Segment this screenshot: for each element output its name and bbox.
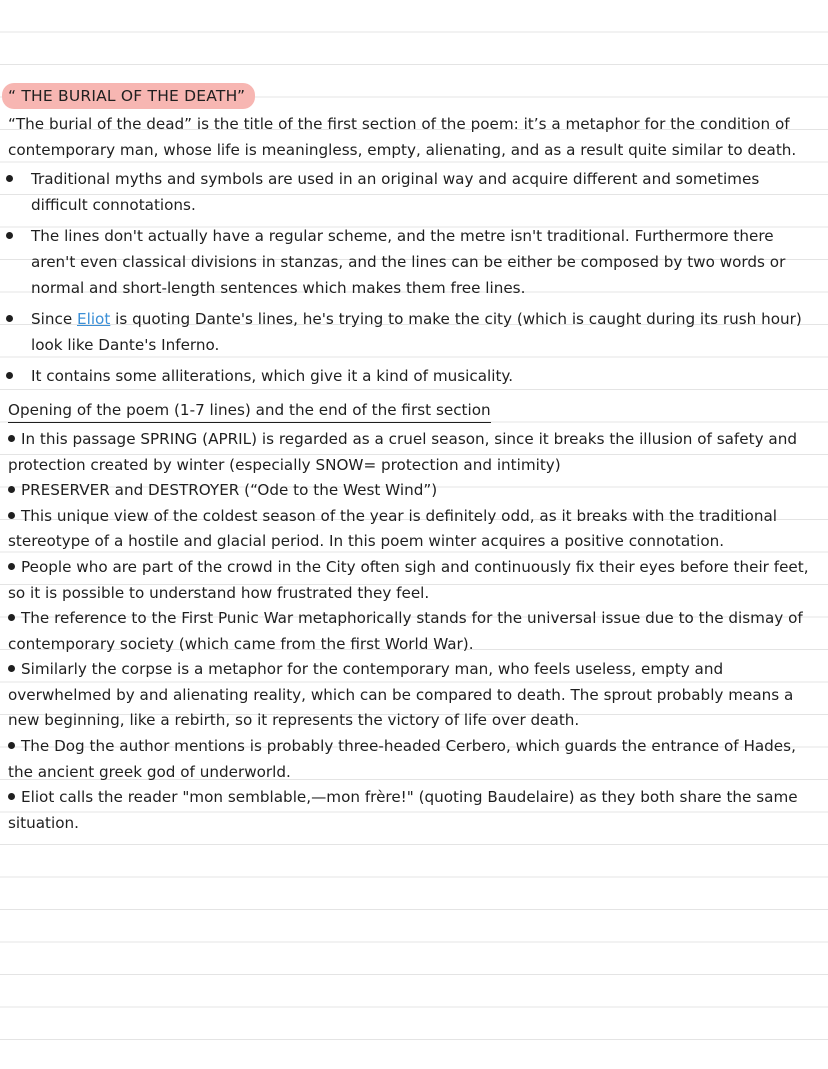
list-item bbox=[8, 427, 814, 478]
list-item-text: This unique view of the coldest season of the year is definitely odd, as it breaks with the traditional stereotype of a hostile and glacial period. In this poem winter acquires a positive connotation. bbox=[8, 506, 777, 551]
bullet-icon bbox=[0, 224, 31, 301]
list-item-text: The reference to the First Punic War metaphorically stands for the universal issue due to the dismay of contemporary society (which came from the first World War). bbox=[8, 609, 803, 653]
list-item bbox=[0, 307, 822, 358]
list-item-text: It contains some alliterations, which give it a kind of musicality. bbox=[31, 367, 514, 386]
list-item-text: People who are part of the crowd in the City often sigh and continuously fix their eyes before their feet, so it is possible to understand how frustrated they feel. bbox=[8, 557, 809, 602]
bullet-icon bbox=[8, 614, 15, 621]
bullet-icon bbox=[8, 486, 15, 493]
list-item bbox=[0, 224, 822, 301]
bullet-icon bbox=[0, 167, 31, 218]
list-item bbox=[8, 478, 814, 504]
list-item-text: Eliot calls the reader "mon semblable,—mon frère!" (quoting Baudelaire) as they both share the same situation. bbox=[8, 788, 798, 832]
bullet-icon bbox=[8, 742, 15, 749]
bullet-icon bbox=[8, 793, 15, 800]
list-item bbox=[8, 555, 814, 606]
section-heading: Opening of the poem (1-7 lines) and the end of the first section bbox=[8, 398, 491, 423]
bullet-icon bbox=[8, 435, 15, 442]
list-item bbox=[0, 167, 822, 218]
eliot-link[interactable]: Eliot bbox=[77, 310, 111, 329]
list-item-text: PRESERVER and DESTROYER (“Ode to the West Wind”) bbox=[21, 481, 438, 500]
text-before-link: Since bbox=[31, 310, 78, 329]
list-item bbox=[8, 734, 814, 785]
list-item-text: The lines don't actually have a regular scheme, and the metre isn't traditional. Furthermore there aren't even classical divisions in stanzas, and the lines can be either be composed by two words or normal and short-length sentences which makes them free lines. bbox=[31, 227, 786, 297]
text-after-link: is quoting Dante's lines, he's trying to make the city (which is caught during its rush hour) look like Dante's Inferno. bbox=[31, 310, 802, 354]
points-list bbox=[0, 427, 822, 837]
bullet-list bbox=[0, 167, 822, 390]
bullet-icon bbox=[8, 512, 15, 519]
bullet-icon bbox=[8, 563, 15, 570]
list-item-text: Traditional myths and symbols are used in an original way and acquire different and sometimes difficult connotations. bbox=[31, 170, 760, 214]
list-item-text: In this passage SPRING (APRIL) is regarded as a cruel season, since it breaks the illusion of safety and protection created by winter (especially SNOW= protection and intimity) bbox=[8, 429, 797, 474]
list-item-text bbox=[31, 307, 822, 358]
intro-paragraph: “The burial of the dead” is the title of the first section of the poem: it’s a metaphor for the condition of contemporary man, whose life is meaningless, empty, alienating, and as a result quite similar to death. bbox=[8, 115, 797, 159]
list-item bbox=[8, 785, 814, 836]
bullet-icon bbox=[8, 665, 15, 672]
bullet-icon bbox=[0, 307, 31, 358]
list-item bbox=[8, 504, 814, 555]
bullet-icon bbox=[0, 364, 31, 390]
list-item-text: The Dog the author mentions is probably three-headed Cerbero, which guards the entrance of Hades, the ancient greek god of underworld. bbox=[8, 737, 796, 781]
notes-content bbox=[0, 83, 822, 836]
page-title: “ THE BURIAL OF THE DEATH” bbox=[2, 83, 255, 109]
list-item bbox=[8, 657, 814, 734]
list-item bbox=[0, 364, 822, 390]
list-item bbox=[8, 606, 814, 657]
list-item-text: Similarly the corpse is a metaphor for the contemporary man, who feels useless, empty and overwhelmed by and alienating reality, which can be compared to death. The sprout probably means a new beginning, like a rebirth, so it represents the victory of life over death. bbox=[8, 660, 794, 730]
